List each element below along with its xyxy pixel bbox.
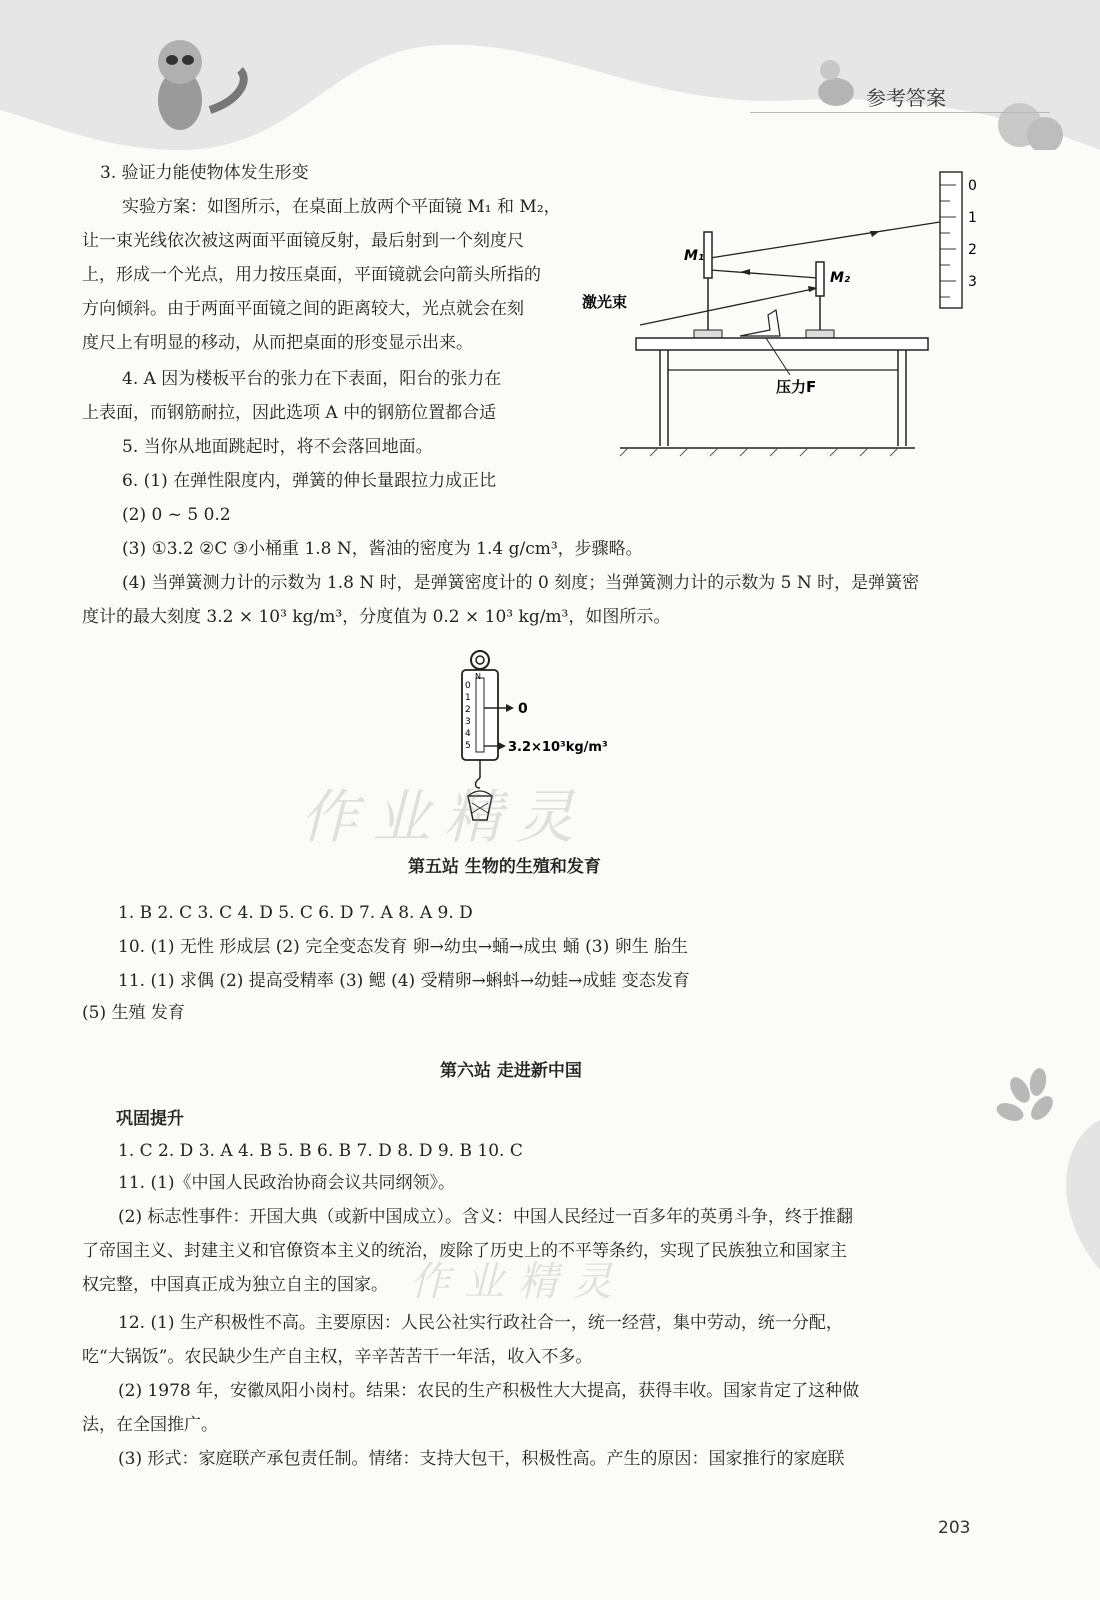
history-q11-2-line: 权完整，中国真正成为独立自主的国家。: [82, 1275, 388, 1295]
watermark: 作业精灵: [300, 783, 589, 851]
history-q12-2-line: 法，在全国推广。: [82, 1415, 218, 1435]
history-q12-1-line: 12. (1) 生产积极性不高。主要原因：人民公社实行政社合一，统一经营，集中劳动，统一分配，: [118, 1313, 843, 1333]
mirror-m2: [816, 262, 824, 296]
spring-tick-label: 1: [465, 693, 471, 703]
label-force: 压力F: [776, 378, 817, 396]
history-q11-1: 11. (1)《中国人民政治协商会议共同纲领》。: [118, 1173, 456, 1193]
watermark: 作业精灵: [410, 1259, 626, 1305]
history-subheading: 巩固提升: [116, 1109, 184, 1129]
q3-body: [82, 190, 561, 360]
history-heading: 第六站 走进新中国: [440, 1061, 582, 1081]
header-divider: [750, 112, 1050, 113]
biology-mc: 1. B 2. C 3. C 4. D 5. C 6. D 7. A 8. A 9. D: [118, 903, 473, 923]
spring-unit-label: N: [475, 672, 481, 681]
history-q11-2-line: (2) 标志性事件：开国大典（或新中国成立）。含义：中国人民经过一百多年的英勇斗争，终于推翻: [118, 1207, 853, 1227]
q6-4-body: [82, 566, 919, 634]
history-q12-2-line: (2) 1978 年，安徽凤阳小岗村。结果：农民的生产积极性大大提高，获得丰收。国家肯定了这种做: [118, 1381, 860, 1401]
q6-4-line: (4) 当弹簧测力计的示数为 1.8 N 时，是弹簧密度计的 0 刻度；当弹簧测力计的示数为 5 N 时，是弹簧密: [122, 573, 920, 593]
spring-tick-label: 0: [465, 681, 471, 691]
history-q12-2: [82, 1374, 859, 1442]
scale-tick-label: 3: [968, 274, 977, 290]
spring-tick-label: 5: [465, 741, 471, 751]
biology-q11: 11. (1) 求偶 (2) 提高受精率 (3) 鳃 (4) 受精卵→蝌蚪→幼蛙→成蛙 变态发育: [118, 971, 690, 991]
label-m2: M₂: [830, 270, 851, 286]
scale-tick-label: 2: [968, 242, 977, 258]
q6-2-text: (2) 0 ~ 5 0.2: [122, 505, 231, 525]
history-q11-2-line: 了帝国主义、封建主义和官僚资本主义的统治，废除了历史上的不平等条约，实现了民族独立和国家主: [82, 1241, 847, 1261]
q6-4-line: 度计的最大刻度 3.2 × 10³ kg/m³，分度值为 0.2 × 10³ kg/m³，如图所示。: [82, 607, 671, 627]
q4-body: [82, 362, 501, 430]
biology-heading: 第五站 生物的生殖和发育: [408, 857, 601, 877]
q3-line: 度尺上有明显的移动，从而把桌面的形变显示出来。: [82, 333, 473, 353]
table-top: [636, 338, 928, 350]
biology-q11-cont: (5) 生殖 发育: [82, 1003, 185, 1023]
history-q12-1: [82, 1306, 843, 1374]
q6-3-text: (3) ①3.2 ②C ③小桶重 1.8 N，酱油的密度为 1.4 g/cm³，步骤略。: [122, 539, 643, 559]
history-q12-3: (3) 形式：家庭联产承包责任制。情绪：支持大包干，积极性高。产生的原因：国家推行的家庭联: [118, 1449, 845, 1469]
q5-text: 5. 当你从地面跳起时，将不会落回地面。: [122, 437, 433, 457]
scale-tick-label: 0: [968, 178, 977, 194]
q3-line: 让一束光线依次被这两面平面镜反射，最后射到一个刻度尺: [82, 231, 524, 251]
ruler: [940, 172, 962, 308]
q3-title: 3. 验证力能使物体发生形变: [100, 163, 309, 183]
q4-line: 上表面，而钢筋耐拉，因此选项 A 中的钢筋位置都合适: [82, 403, 497, 423]
header-title: 参考答案: [866, 86, 946, 110]
history-q12-1-line: 吃“大锅饭”。农民缺少生产自主权，辛辛苦苦干一年活，收入不多。: [82, 1347, 593, 1367]
hand-icon: [740, 310, 780, 336]
spring-tick-label: 2: [465, 705, 471, 715]
label-laser: 激光束: [582, 293, 628, 311]
q3-line: 实验方案：如图所示，在桌面上放两个平面镜 M₁ 和 M₂，: [122, 197, 561, 217]
spring-max-label: 3.2×10³kg/m³: [508, 740, 608, 755]
leaf-decoration-icon: [990, 1060, 1100, 1280]
biology-q10: 10. (1) 无性 形成层 (2) 完全变态发育 卵→幼虫→蛹→成虫 蛹 (3) 卵生 胎生: [118, 937, 689, 957]
q6-1-text: 6. (1) 在弹性限度内，弹簧的伸长量跟拉力成正比: [122, 471, 497, 491]
q4-line: 4. A 因为楼板平台的张力在下表面，阳台的张力在: [122, 369, 502, 389]
spring-zero-label: 0: [518, 701, 528, 717]
header-decoration: [0, 0, 1100, 150]
history-mc: 1. C 2. D 3. A 4. B 5. B 6. B 7. D 8. D 9. B 10. C: [118, 1141, 523, 1161]
spring-tick-label: 4: [465, 729, 471, 739]
spring-tick-label: 3: [465, 717, 471, 727]
scale-tick-label: 1: [968, 210, 977, 226]
label-m1: M₁: [684, 248, 705, 264]
q3-line: 方向倾斜。由于两面平面镜之间的距离较大，光点就会在刻: [82, 299, 524, 319]
q3-line: 上，形成一个光点，用力按压桌面，平面镜就会向箭头所指的: [82, 265, 541, 285]
page-number: 203: [938, 1518, 971, 1538]
mirror-m1: [704, 232, 712, 278]
mirror-experiment-figure: [580, 170, 1000, 460]
